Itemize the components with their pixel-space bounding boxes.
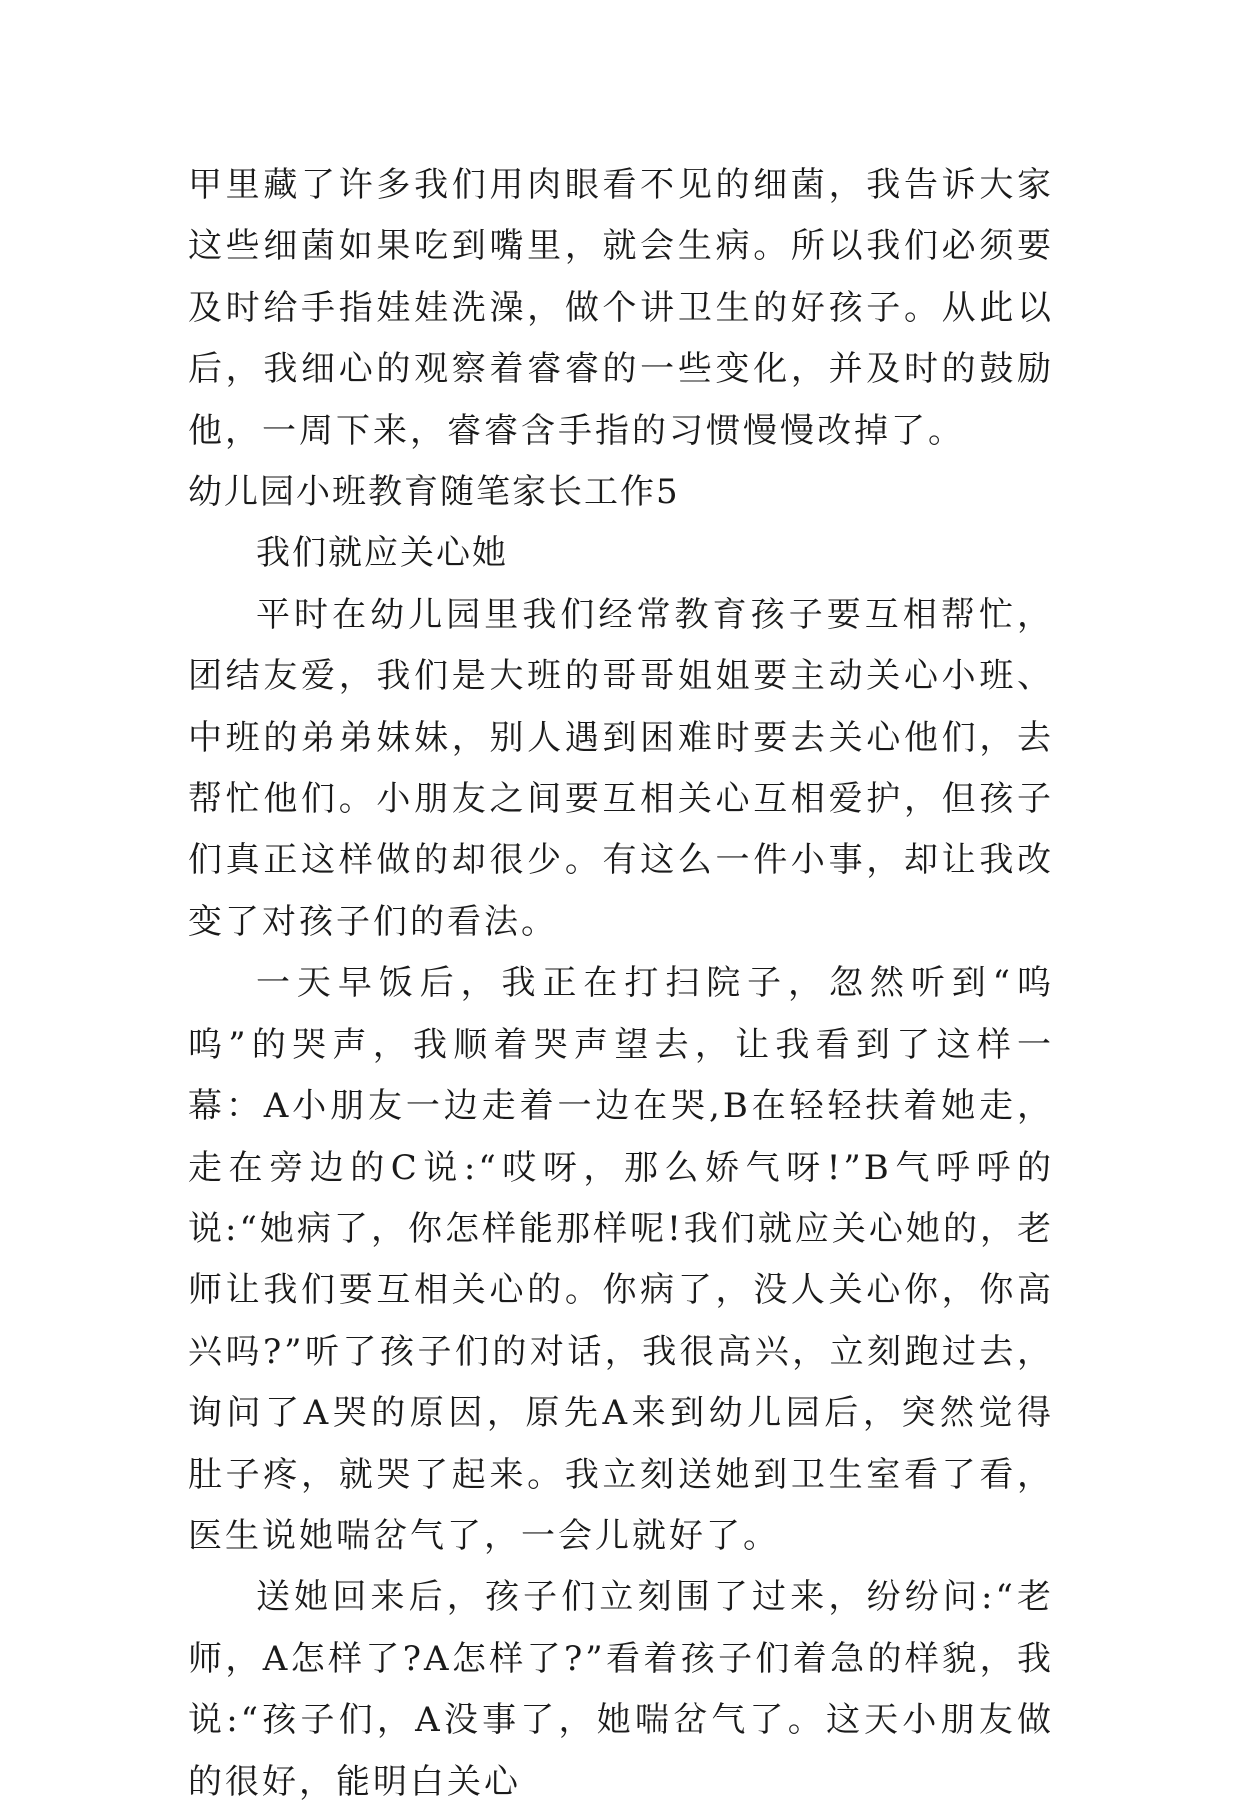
body-paragraph: 一天早饭后，我正在打扫院子，忽然听到“呜呜”的哭声，我顺着哭声望去，让我看到了这样一幕：A小朋友一边走着一边在哭,B在轻轻扶着她走，走在旁边的C说:“哎呀，那么娇气呀!”B气呼呼的说:“她病了，你怎样能那样呢!我们就应关心她的，老师让我们要互相关心的。你病了，没人关心你，你高兴吗?”听了孩子们的对话，我很高兴，立刻跑过去，询问了A哭的原因，原先A来到幼儿园后，突然觉得肚子疼，就哭了起来。我立刻送她到卫生室看了看，医生说她喘岔气了，一会儿就好了。 [188, 963, 1054, 1556]
body-paragraph: 平时在幼儿园里我们经常教育孩子要互相帮忙，团结友爱，我们是大班的哥哥姐姐要主动关心小班、中班的弟弟妹妹，别人遇到困难时要去关心他们，去帮忙他们。小朋友之间要互相关心互相爱护，但孩子们真正这样做的却很少。有这么一件小事，却让我改变了对孩子们的看法。 [188, 594, 1054, 942]
document-page [188, 155, 1054, 1813]
opening-paragraph: 甲里藏了许多我们用肉眼看不见的细菌，我告诉大家这些细菌如果吃到嘴里，就会生病。所以我们必须要及时给手指娃娃洗澡，做个讲卫生的好孩子。从此以后，我细心的观察着睿睿的一些变化，并及时的鼓励他，一周下来，睿睿含手指的习惯慢慢改掉了。 [188, 165, 1054, 451]
article-title: 我们就应关心她 [256, 533, 508, 574]
body-paragraph: 送她回来后，孩子们立刻围了过来，纷纷问:“老师，A怎样了?A怎样了?”看着孩子们着急的样貌，我说:“孩子们，A没事了，她喘岔气了。这天小朋友做的很好，能明白关心 [188, 1577, 1054, 1802]
section-title: 幼儿园小班教育随笔家长工作5 [188, 472, 680, 513]
